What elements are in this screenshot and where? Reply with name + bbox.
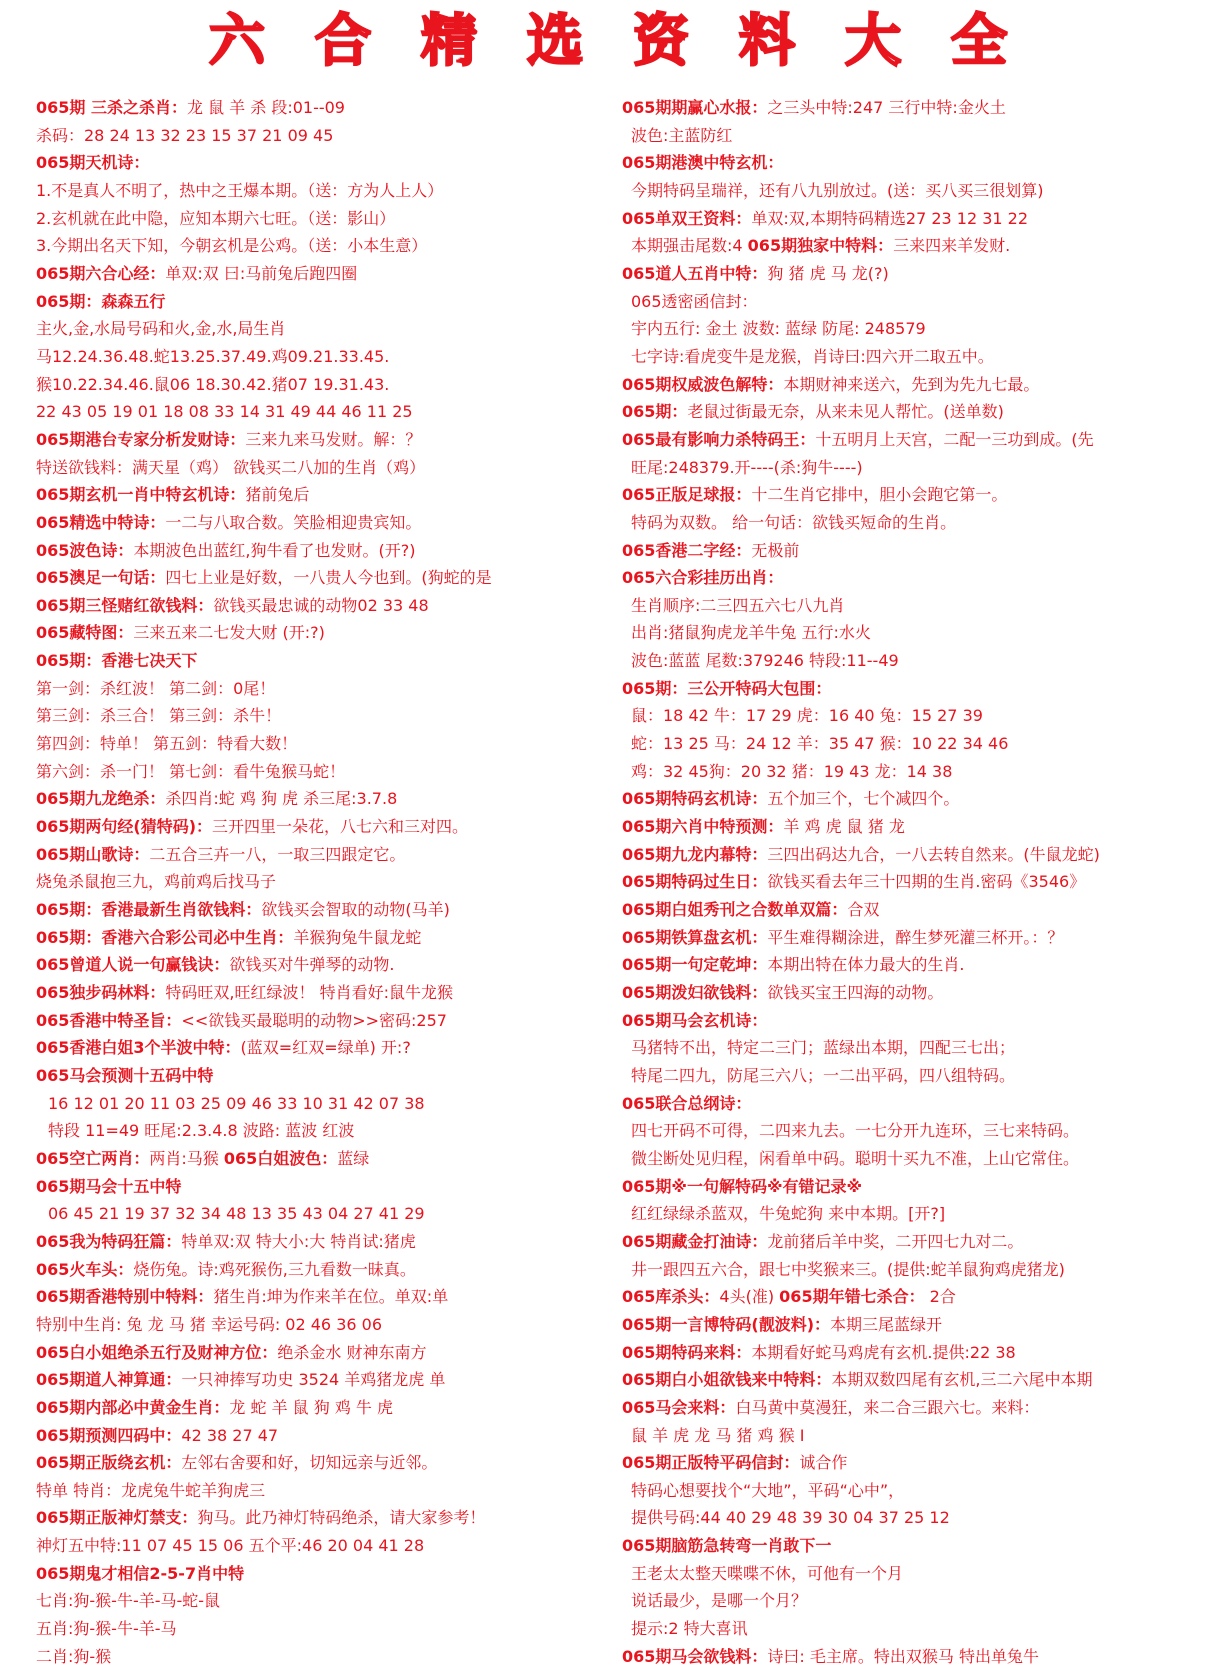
line-text: 十五明月上天宫，二配一三功到成。(先 [815,429,1094,449]
line-heading: 065期三怪赌红欲钱料： [36,595,214,615]
line-text: 本期出特在体力最大的生肖. [767,955,965,975]
line-text: 七字诗:看虎变牛是龙猴，肖诗曰:四六开二取五中。 [631,346,994,366]
line-text: 杀码：28 24 13 32 23 15 37 21 09 45 [36,125,334,145]
line-text: 三开四里一朵花，八七六和三对四。 [212,817,469,837]
line-text: 蛇：13 25 马：24 12 羊：35 47 猴：10 22 34 46 [631,734,1009,754]
info-line [622,371,1212,399]
line-heading: 065期正版绕玄机： [36,1453,182,1473]
info-line [36,1532,621,1560]
line-text: 平生难得糊涂进，醉生梦死灌三杯开。：？ [767,927,1064,947]
info-line [36,1034,621,1062]
line-text: 马12.24.36.48.蛇13.25.37.49.鸡09.21.33.45. [36,346,390,366]
line-heading: 065期马会玄机诗： [622,1010,768,1030]
info-line [622,564,1212,592]
info-line [622,1615,1212,1643]
line-text: 马猪特不出，特定二三门；蓝绿出本期，四配三七出； [631,1038,1016,1058]
line-heading: 065期特码来料： [622,1342,752,1362]
info-line [36,260,621,288]
info-line [622,896,1212,924]
line-text: 特别中生肖: 兔 龙 马 猪 幸运号码: 02 46 36 06 [36,1314,382,1334]
info-line [622,1504,1212,1532]
title-char: 资 [633,9,689,74]
line-text: 十二生肖它排中，胆小会跑它第一。 [751,485,1008,505]
info-line [36,924,621,952]
line-text: 二五合三卉一八，一取三四跟定它。 [149,844,406,864]
line-text: 2合 [924,1287,956,1307]
info-line [36,619,621,647]
line-heading: 065期九龙绝杀： [36,789,166,809]
line-text: 四七上业是好数，一八贵人今也到。(狗蛇的是 [165,568,492,588]
line-text: 42 38 27 47 [181,1425,279,1445]
info-line [36,841,621,869]
line-heading: 065期香港特别中特料： [36,1287,214,1307]
info-line [622,1283,1212,1311]
info-line [622,1034,1212,1062]
line-text: 特送欲钱料：满天星（鸡） 欲钱买二八加的生肖（鸡） [36,457,426,477]
info-line [622,1145,1212,1173]
info-line [622,1339,1212,1367]
line-text: 三四出码达九合，一八去转自然来。(牛鼠龙蛇) [767,844,1100,864]
line-text: 五肖:狗-猴-牛-羊-马 [36,1619,177,1639]
info-line [36,205,621,233]
info-line [36,426,621,454]
line-text: 龙 鼠 羊 杀 段:01--09 [186,98,345,117]
info-line [36,979,621,1007]
line-heading: 065最有影响力杀特码王： [622,429,816,449]
info-line [622,1532,1212,1560]
line-text: 一只神捧写功史 3524 羊鸡猪龙虎 单 [181,1370,446,1390]
info-line [622,675,1212,703]
title-char: 料 [739,9,795,74]
info-line [36,454,621,482]
line-heading: 065期一言博特码(靓波料)： [622,1314,831,1334]
line-text: 猴10.22.34.46.鼠06 18.30.42.猪07 19.31.43. [36,374,390,394]
info-line [622,122,1212,150]
info-line [622,758,1212,786]
info-line [36,1283,621,1311]
line-heading: 065期两句经(猜特码)： [36,817,213,837]
line-heading: 065道人五肖中特： [622,263,768,283]
line-heading: 065期马会欲钱料： [622,1646,768,1666]
line-text: 4头(准) [719,1287,780,1307]
line-text: 白马黄中莫漫狂，来二合三跟六七。来料： [735,1397,1040,1417]
info-line [36,1477,621,1505]
line-text: 蓝绿 [337,1148,370,1168]
line-heading: 065单双王资料： [622,208,752,228]
line-text: 单双:双,本期特码精选27 23 12 31 22 [751,208,1029,228]
info-line [622,1449,1212,1477]
line-heading: 065香港白姐3个半波中特： [36,1038,241,1058]
line-text: 鸡：32 45狗：20 32 猪：19 43 龙：14 38 [631,761,953,781]
line-heading: 065期藏金打油诗： [622,1231,768,1251]
info-line [622,205,1212,233]
line-heading: 065马会来料： [622,1397,736,1417]
info-line [622,1173,1212,1201]
info-line [622,481,1212,509]
line-text: 羊 鸡 虎 鼠 猪 龙 [783,817,905,837]
line-heading: 065波色诗： [36,540,134,560]
line-text: 欲钱买看去年三十四期的生肖.密码《3546》 [767,872,1086,892]
info-line [36,758,621,786]
info-line [622,1007,1212,1035]
line-text: 特码为双数。 给一句话：欲钱买短命的生肖。 [631,512,957,532]
line-text: 狗 猪 虎 马 龙(?) [767,263,889,283]
line-heading: 065白姐波色： [223,1148,338,1168]
info-line [36,1560,621,1588]
info-line [622,94,1212,122]
right-column [622,94,1212,1670]
page-title [0,0,1216,84]
line-text: 波色:蓝蓝 尾数:379246 特段:11--49 [631,651,899,671]
line-text: 3.今期出名天下知，今朝玄机是公鸡。（送：小本生意） [36,236,428,256]
info-line [36,785,621,813]
line-heading: 065期 三杀之杀肖： [36,98,187,117]
line-text: 红红绿绿杀蓝双，牛兔蛇狗 来中本期。[开?] [631,1204,946,1224]
line-text: 2.玄机就在此中隐，应知本期六七旺。（送：影山） [36,208,396,228]
line-text: 提示:2 特大喜讯 [631,1619,748,1639]
line-text: 井一跟四五六合，跟七中奖猴来三。(提供:蛇羊鼠狗鸡虎猪龙) [631,1259,1065,1279]
info-line [622,924,1212,952]
info-line [622,1394,1212,1422]
line-heading: 065期※一句解特码※有错记录※ [622,1176,863,1196]
line-text: <<欲钱买最聪明的动物>>密码:257 [181,1010,447,1030]
info-line [622,1200,1212,1228]
line-text: 七肖:狗-猴-牛-羊-马-蛇-鼠 [36,1591,221,1611]
line-text: 狗马。此乃神灯特码绝杀，请大家参考！ [197,1508,486,1528]
title-char: 选 [527,9,583,74]
line-heading: 065期： [622,402,688,422]
line-heading: 065期白姐秀刊之合数单双篇： [622,900,848,920]
info-line [36,813,621,841]
info-line [36,122,621,150]
line-text: 一二与八取合数。笑脸相迎贵宾知。 [165,512,422,532]
line-text: 烧伤兔。诗:鸡死猴伤,三九看数一昧真。 [133,1259,416,1279]
line-text: 本期财神来送六，先到为先九七最。 [783,374,1040,394]
line-heading: 065期正版特平码信封： [622,1453,800,1473]
line-heading: 065期：森森五行 [36,291,166,311]
title-char: 合 [315,9,371,74]
line-heading: 065香港中特圣旨： [36,1010,182,1030]
line-text: 龙 蛇 羊 鼠 狗 鸡 牛 虎 [229,1397,394,1417]
line-text: 左邻右舍要和好，切知远亲与近邻。 [181,1453,438,1473]
line-text: 本期三尾蓝绿开 [830,1314,943,1334]
line-text: 欲钱买对牛弹琴的动物. [229,955,395,975]
info-line [36,1394,621,1422]
line-heading: 065我为特码狂篇： [36,1231,182,1251]
line-text: 特尾二四九，防尾三六八；一二出平码，四八组特码。 [631,1065,1016,1085]
info-line [622,979,1212,1007]
info-line [36,675,621,703]
info-line [622,232,1212,260]
info-line [36,1339,621,1367]
line-heading: 065期：香港最新生肖欲钱料： [36,900,262,920]
info-line [36,1449,621,1477]
line-text: 旺尾:248379.开----(杀:狗牛----) [631,457,863,477]
info-line [36,1117,621,1145]
line-text: 猪前兔后 [245,485,310,505]
info-line [36,592,621,620]
info-line [622,177,1212,205]
line-heading: 065期：香港六合彩公司必中生肖： [36,927,294,947]
info-line [36,1062,621,1090]
info-line [622,951,1212,979]
left-column [36,94,621,1670]
line-heading: 065期泼妇欲钱料： [622,983,768,1002]
info-line [36,702,621,730]
line-text: 猪生肖:坤为作来羊在位。单双:单 [213,1287,449,1307]
line-heading: 065曾道人说一句赢钱诀： [36,955,230,975]
info-line [622,1228,1212,1256]
info-line [36,149,621,177]
info-line [622,785,1212,813]
info-line [36,177,621,205]
line-heading: 065独步码林料： [36,983,166,1002]
line-text: (蓝双=红双=绿单) 开:? [240,1038,411,1058]
line-heading: 065期独家中特料： [747,236,894,256]
line-text: 生肖顺序:二三四五六七八九肖 [631,595,845,615]
title-char: 大 [845,9,901,74]
line-text: 特码心想要找个“大地”，平码“心中”， [631,1480,905,1500]
info-line [36,868,621,896]
info-line [622,398,1212,426]
info-line [36,1145,621,1173]
line-text: 王老太太整天喋喋不休，可他有一个月 [631,1563,904,1583]
info-line [36,1090,621,1118]
line-text: 第四剑：特单！ 第五剑：特看大数！ [36,734,298,754]
info-line [36,564,621,592]
info-line [622,841,1212,869]
line-text: 诚合作 [799,1453,848,1473]
line-heading: 065火车头： [36,1259,134,1279]
info-line [36,1007,621,1035]
info-line [622,426,1212,454]
line-text: 羊猴狗兔牛鼠龙蛇 [293,927,422,947]
line-heading: 065期九龙内幕特： [622,844,768,864]
info-line [36,1256,621,1284]
line-heading: 065期期赢心水报： [622,98,768,117]
info-line [622,868,1212,896]
info-line [622,1643,1212,1671]
info-line [622,1256,1212,1284]
line-heading: 065期六肖中特预测： [622,817,784,837]
line-text: 无极前 [751,540,800,560]
line-text: 特单双:双 特大小:大 特肖试:猪虎 [181,1231,416,1251]
title-char: 六 [209,9,265,74]
line-text: 1.不是真人不明了，热中之王爆本期。（送：方为人上人） [36,180,444,200]
info-line [36,1422,621,1450]
line-heading: 065期道人神算通： [36,1370,182,1390]
info-line [36,537,621,565]
line-text: 本期双数四尾有玄机,三二六尾中本期 [831,1370,1093,1390]
info-line [622,647,1212,675]
info-line [36,1311,621,1339]
line-heading: 065澳足一句话： [36,568,166,588]
info-line [622,619,1212,647]
line-heading: 065联合总纲诗： [622,1093,752,1113]
line-heading: 065期天机诗： [36,153,150,173]
line-heading: 065期铁算盘玄机： [622,927,768,947]
line-text: 说话最少，是哪一个月？ [631,1591,808,1611]
line-heading: 065期山歌诗： [36,844,150,864]
line-heading: 065期正版神灯禁支： [36,1508,198,1528]
line-heading: 065期：香港七决天下 [36,651,198,671]
info-line [36,1200,621,1228]
line-text: 之三头中特:247 三行中特:金火土 [767,98,1006,117]
line-heading: 065期鬼才相信2-5-7肖中特 [36,1563,245,1583]
line-text: 22 43 05 19 01 18 08 33 14 31 49 44 46 11 25 [36,402,413,422]
info-line [36,343,621,371]
line-heading: 065期预测四码中： [36,1425,182,1445]
info-line [622,730,1212,758]
info-line [622,454,1212,482]
info-line [622,1560,1212,1588]
line-text: 鼠：18 42 牛：17 29 虎：16 40 兔：15 27 39 [631,706,983,726]
line-heading: 065藏特图： [36,623,134,643]
info-line [622,343,1212,371]
info-line [36,647,621,675]
line-text: 主火,金,水局号码和火,金,水,局生肖 [36,319,286,339]
line-text: 第一剑：杀红波！ 第二剑：0尾！ [36,678,276,698]
info-line [622,813,1212,841]
line-heading: 065白小姐绝杀五行及财神方位： [36,1342,278,1362]
info-line [622,1117,1212,1145]
line-heading: 065香港二字经： [622,540,752,560]
info-line [36,730,621,758]
line-heading: 065期特码玄机诗： [622,789,768,809]
info-line [36,1228,621,1256]
line-text: 今期特码呈瑞祥，还有八九别放过。(送：买八买三很划算) [631,180,1044,200]
info-line [36,1366,621,1394]
line-text: 两肖:马猴 [149,1148,224,1168]
line-text: 本期看好蛇马鸡虎有玄机.提供:22 38 [751,1342,1016,1362]
line-text: 鼠 羊 虎 龙 马 猪 鸡 猴 I [631,1425,805,1445]
info-line [36,1173,621,1201]
line-text: 特码旺双,旺红绿波！ 特肖看好:鼠牛龙猴 [165,983,453,1002]
line-text: 第六剑：杀一门！ 第七剑：看牛兔猴马蛇！ [36,761,346,781]
line-heading: 065库杀头： [622,1287,720,1307]
line-heading: 065期港澳中特玄机： [622,153,784,173]
line-heading: 065期六合心经： [36,263,166,283]
line-text: 欲钱买最忠诚的动物02 33 48 [213,595,429,615]
line-text: 特单 特肖：龙虎兔牛蛇羊狗虎三 [36,1480,266,1500]
line-text: 特段 11=49 旺尾:2.3.4.8 波路: 蓝波 红波 [48,1121,355,1141]
info-line [36,1643,621,1671]
line-heading: 065期特码过生日： [622,872,768,892]
line-heading: 065期玄机一肖中特玄机诗： [36,485,246,505]
info-line [622,288,1212,316]
line-text: 065透密函信封： [631,291,758,311]
line-heading: 065正版足球报： [622,485,752,505]
line-heading: 065期脑筋急转弯一肖敢下一 [622,1536,832,1556]
info-line [622,537,1212,565]
info-line [622,509,1212,537]
line-text: 龙前猪后羊中奖，二开四七九对二。 [767,1231,1024,1251]
info-line [36,371,621,399]
line-text: 波色:主蓝防红 [631,125,733,145]
line-text: 第三剑：杀三合！ 第三剑：杀牛！ [36,706,282,726]
info-line [622,1062,1212,1090]
info-line [622,1090,1212,1118]
line-text: 06 45 21 19 37 32 34 48 13 35 43 04 27 41 29 [48,1204,425,1224]
info-line [36,288,621,316]
line-text: 五个加三个，七个减四个。 [767,789,960,809]
info-line [622,592,1212,620]
line-heading: 065期港台专家分析发财诗： [36,429,246,449]
info-line [622,149,1212,177]
line-text: 宇内五行: 金土 波数: 蓝绿 防尾: 248579 [631,319,926,339]
info-line [36,315,621,343]
line-text: 16 12 01 20 11 03 25 09 46 33 10 31 42 07 38 [48,1093,425,1113]
line-text: 本期强击尾数:4 [631,236,748,256]
line-text: 神灯五中特:11 07 45 15 06 五个平:46 20 04 41 28 [36,1536,425,1556]
info-line [622,260,1212,288]
info-line [36,94,621,122]
info-line [622,315,1212,343]
line-heading: 065期一句定乾坤： [622,955,768,975]
line-text: 三来九来马发财。解：？ [245,429,422,449]
line-text: 老鼠过街最无奈，从来未见人帮忙。(送单数) [687,402,1004,422]
line-text: 提供号码:44 40 29 48 39 30 04 37 25 12 [631,1508,950,1528]
line-text: 诗曰: 毛主席。特出双猴马 特出单兔牛 [767,1646,1039,1666]
title-char: 全 [951,9,1007,74]
line-text: 欲钱买会智取的动物(马羊) [261,900,450,920]
line-heading: 065期年错七杀合： [779,1287,925,1307]
info-line [36,896,621,924]
info-line [622,1311,1212,1339]
info-line [36,398,621,426]
title-char: 精 [421,9,477,74]
line-text: 本期波色出蓝红,狗牛看了也发财。(开?) [133,540,416,560]
line-heading: 065期内部必中黄金生肖： [36,1397,230,1417]
line-heading: 065空亡两肖： [36,1148,150,1168]
line-heading: 065马会预测十五码中特 [36,1065,214,1085]
line-text: 欲钱买宝王四海的动物。 [767,983,944,1002]
line-text: 合双 [847,900,880,920]
line-text: 微尘断处见归程，闲看单中码。聪明十买九不准，上山它常住。 [631,1148,1080,1168]
info-line [36,232,621,260]
info-line [622,1422,1212,1450]
info-line [622,1366,1212,1394]
info-line [622,702,1212,730]
line-heading: 065精选中特诗： [36,512,166,532]
line-text: 出肖:猪鼠狗虎龙羊牛兔 五行:水火 [631,623,871,643]
line-text: 四七开码不可得，二四来九去。一七分开九连环，三七来特码。 [631,1121,1080,1141]
line-text: 二肖:狗-猴 [36,1646,112,1666]
line-heading: 065期白小姐欲钱来中特料： [622,1370,832,1390]
info-line [36,481,621,509]
info-line [36,1504,621,1532]
line-text: 三来五来二七发大财 (开:?) [133,623,325,643]
line-text: 三来四来羊发财. [893,236,1011,256]
info-line [36,509,621,537]
info-line [36,1615,621,1643]
line-heading: 065期马会十五中特 [36,1176,182,1196]
info-line [36,951,621,979]
info-line [622,1587,1212,1615]
line-text: 绝杀金水 财神东南方 [277,1342,427,1362]
info-line [622,1477,1212,1505]
line-text: 杀四肖:蛇 鸡 狗 虎 杀三尾:3.7.8 [165,789,398,809]
line-text: 烧兔杀鼠抱三九，鸡前鸡后找马子 [36,872,277,892]
info-line [36,1587,621,1615]
line-text: 单双:双 曰:马前兔后跑四圈 [165,263,358,283]
line-heading: 065期：三公开特码大包围： [622,678,832,698]
line-heading: 065六合彩挂历出肖： [622,568,784,588]
line-heading: 065期权威波色解特： [622,374,784,394]
